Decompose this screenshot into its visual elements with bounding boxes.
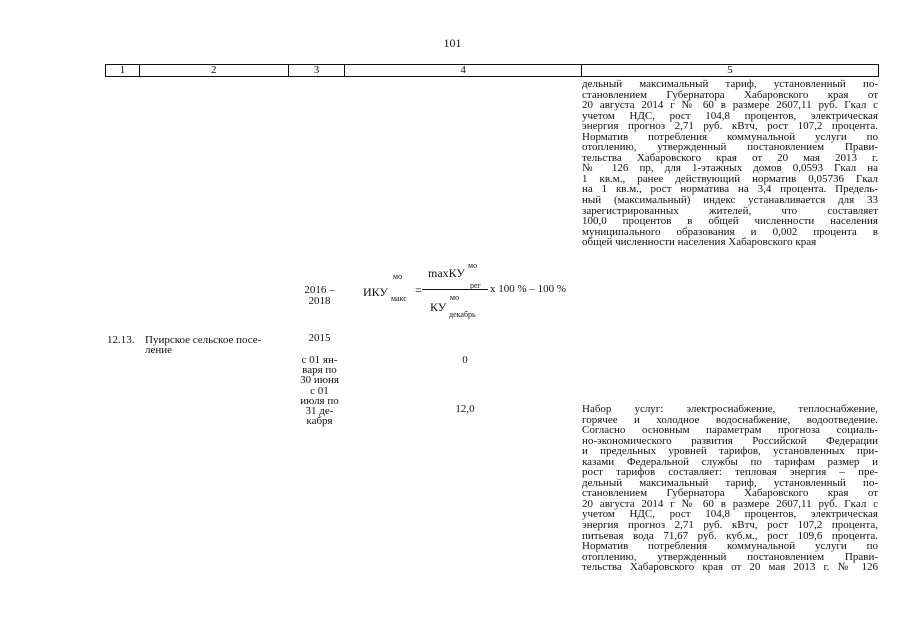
header-col-5: 5 [727, 64, 733, 76]
lhs-superscript: мо [393, 272, 403, 281]
year-start: 2016 – [304, 284, 335, 296]
period-line: с 01 [310, 385, 329, 397]
period-line: варя по [302, 364, 337, 376]
text-line: муниципального образования и 0,002 процента в [582, 225, 878, 238]
text-line: ный (максимальный) индекс устанавливается для 33 [582, 194, 878, 207]
block1-description [582, 79, 878, 248]
text-line: горячее и холодное водоснабжение, водоотведение. [582, 413, 878, 426]
text-line: дельный максимальный тариф, установленный по- [582, 476, 878, 489]
text-line: на 1 кв.м., рост норматива на 3,4 процента. Предель- [582, 183, 878, 196]
equals-sign: = [415, 283, 422, 297]
header-col-3: 3 [289, 65, 346, 76]
text-line: 100,0 процентов в общей численности населения [582, 215, 878, 228]
row-12-13-description [582, 404, 878, 573]
text-line: учетом НДС, рост 104,8 процентов, электрическая [582, 109, 878, 122]
text-line: зарегистрированных жителей, что составляет [582, 204, 878, 217]
period-2 [291, 386, 348, 426]
text-line: питьевая вода 71,67 руб. куб.м., рост 109,6 процента. [582, 529, 878, 542]
period-1 [291, 355, 348, 385]
period-1-value: 0 [462, 354, 468, 366]
text-line: становлением Губернатора Хабаровского края от [582, 487, 878, 500]
text-line: общей численности населения Хабаровского края [582, 236, 817, 249]
settlement-name [145, 335, 261, 355]
text-line: учетом НДС, рост 104,8 процентов, электрическая [582, 508, 878, 521]
text-line: энергия прогноз 2,71 руб. кВтч, рост 107,2 процента. [582, 120, 878, 133]
period-line: июля по [300, 395, 339, 407]
text-line: 1 кв.м., ранее действующий норматив 0,05736 Гкал [582, 172, 878, 185]
year-2015: 2015 [308, 332, 331, 344]
text-line: № 126 пр, для 1-этажных домов 0,0593 Гкал на [582, 162, 878, 175]
text-line: но-экономического развития Российской Федерации [582, 434, 878, 447]
denominator-subscript: декабрь [449, 310, 476, 319]
text-line: отоплению, утвержденный постановлением Прави- [582, 550, 878, 563]
text-line: Согласно основным параметрам прогноза социаль- [582, 424, 878, 437]
settlement-name-line: Пуирское сельское посе- [145, 334, 262, 346]
text-line: дельный максимальный тариф, установленный по- [582, 78, 878, 90]
lhs-subscript: макс [391, 294, 407, 303]
year-end: 2018 [308, 295, 331, 307]
period-line: 30 июня [300, 374, 339, 386]
text-line: становлением Губернатора Хабаровского края от [582, 88, 878, 101]
formula-tail: x 100 % – 100 % [490, 283, 567, 295]
table-header [105, 64, 879, 77]
denominator-superscript: мо [450, 293, 460, 302]
years-2016-2018 [291, 285, 348, 307]
text-line: Набор услуг: электроснабжение, теплоснабжение, [582, 403, 878, 415]
text-line: отоплению, утвержденный постановлением Прави- [582, 141, 878, 154]
text-line: тельства Хабаровского края от 20 мая 2013 г. [582, 151, 878, 164]
period-2-value: 12,0 [455, 403, 475, 415]
text-line: казами Федеральной службы по тарифам размер и [582, 455, 878, 468]
header-col-4: 4 [345, 65, 581, 76]
fraction-line [422, 289, 488, 290]
period-line: 31 де- [305, 405, 334, 417]
text-line: Норматив потребления коммунальной услуги по [582, 540, 878, 553]
numerator-subscript: рег [470, 281, 481, 290]
period-line: кабря [306, 415, 333, 427]
header-col-1: 1 [106, 65, 140, 76]
text-line: тельства Хабаровского края от 20 мая 2013 г. № 126 [582, 561, 878, 574]
numerator-superscript: мо [468, 261, 478, 270]
period-line: с 01 ян- [301, 354, 338, 366]
text-line: рост тарифов составляет: тепловая энергия – пре- [582, 466, 878, 479]
settlement-name-line: ление [145, 344, 173, 356]
lhs-symbol: ИКУ [363, 285, 388, 299]
text-line: и предельных уровней тарифов, установленных при- [582, 445, 878, 458]
text-line: Норматив потребления коммунальной услуги по [582, 130, 878, 143]
text-line: энергия прогноз 2,71 руб. кВтч, рост 107,2 процента, [582, 519, 878, 532]
denominator: КУ [430, 300, 447, 314]
page-number: 101 [443, 36, 462, 50]
header-col-2: 2 [140, 65, 289, 76]
row-number: 12.13. [107, 334, 135, 346]
numerator: maxКУ [428, 266, 465, 280]
text-line: 20 августа 2014 г № 60 в размере 2607,11 руб. Гкал с [582, 99, 878, 112]
text-line: 20 августа 2014 г № 60 в размере 2607,11 руб. Гкал с [582, 497, 878, 510]
